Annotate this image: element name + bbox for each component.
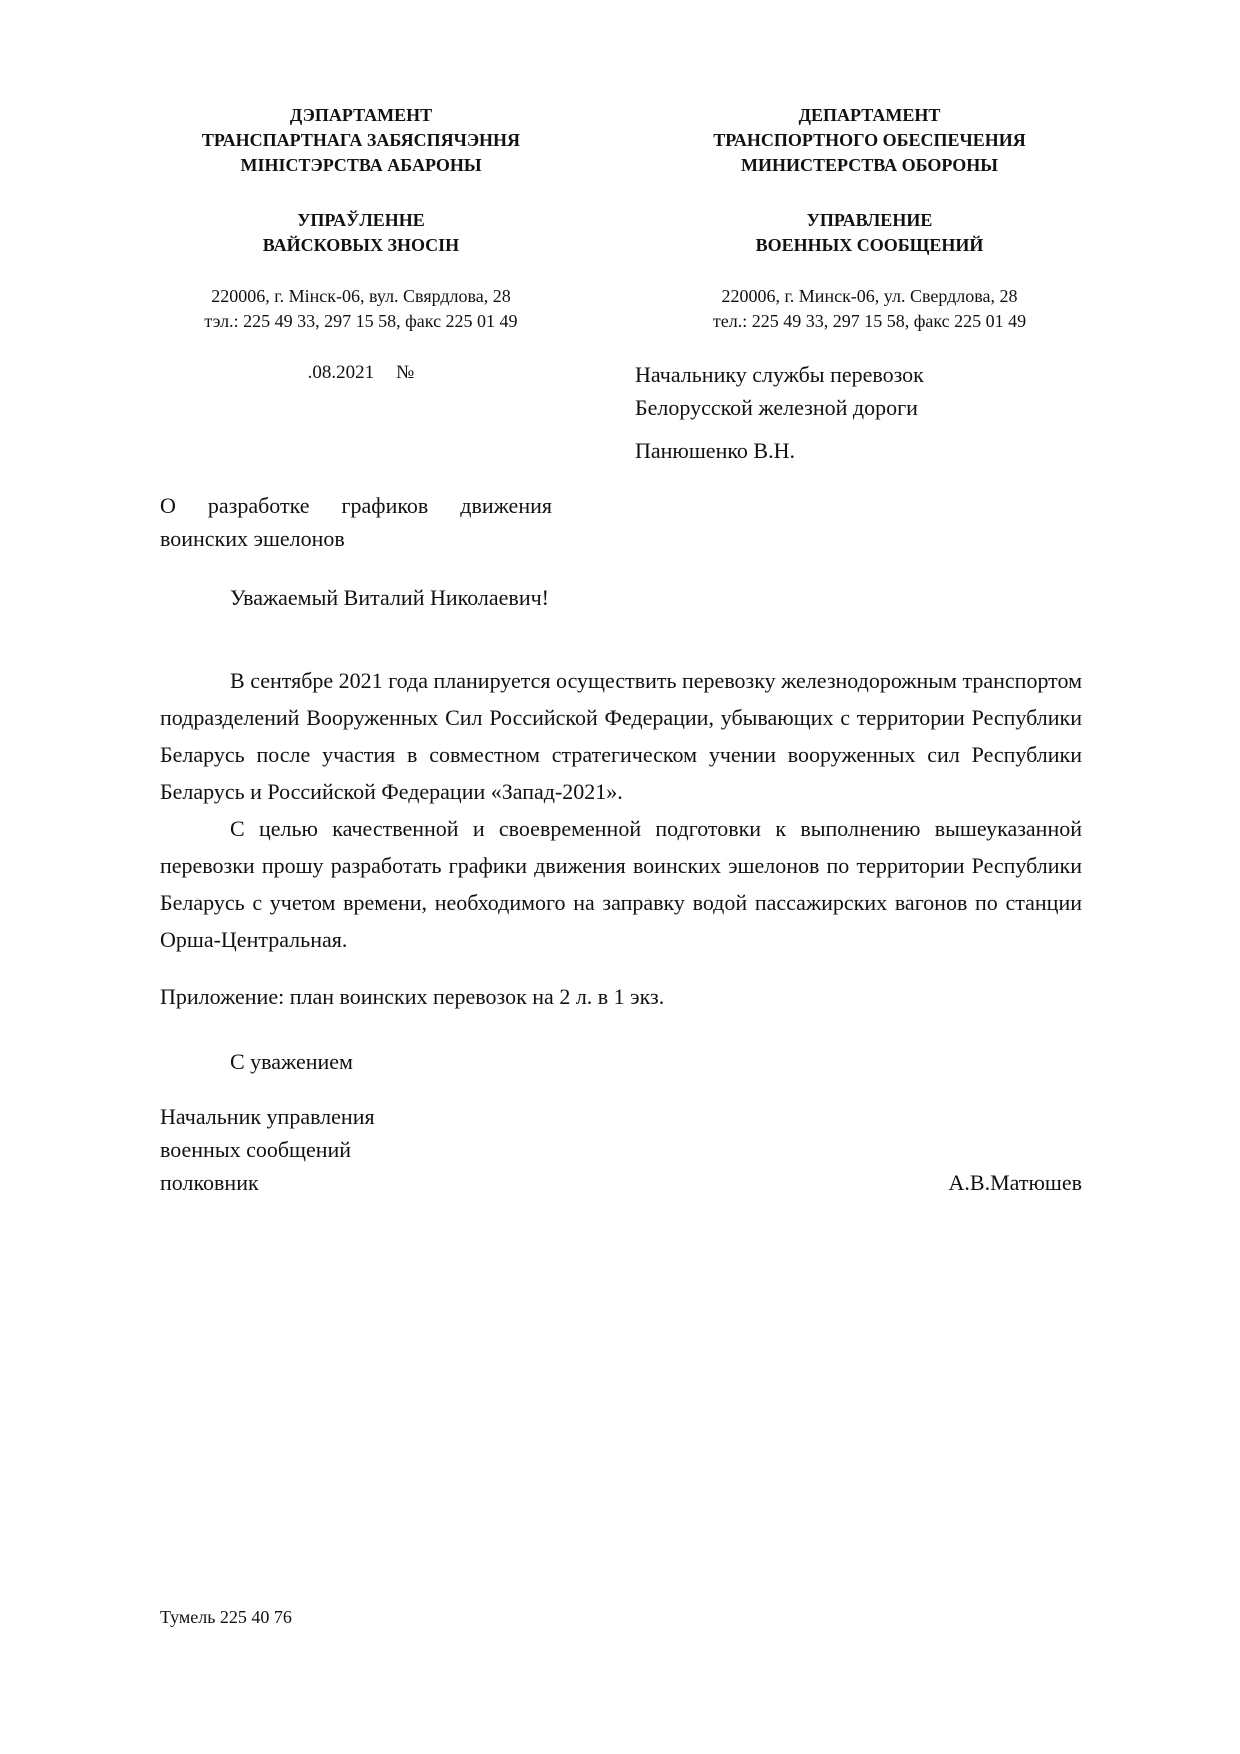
unit-name-line: ВОЕННЫХ СООБЩЕНИЙ: [755, 235, 984, 255]
executor-phone: Тумель 225 40 76: [160, 1607, 292, 1627]
signature-block: [160, 1100, 1082, 1199]
unit-name-belarusian: [160, 208, 562, 258]
address-line: 220006, г. Минск-06, ул. Свердлова, 28: [721, 286, 1018, 306]
unit-name-line: УПРАВЛЕНИЕ: [806, 210, 933, 230]
letterhead: [160, 103, 1082, 334]
address-line: 220006, г. Мінск-06, вул. Свярдлова, 28: [211, 286, 511, 306]
unit-name-line: ВАЙСКОВЫХ ЗНОСІН: [262, 235, 460, 255]
addressee-line: Белорусской железной дороги: [635, 395, 918, 420]
phone-line: тэл.: 225 49 33, 297 15 58, факс 225 01 49: [204, 311, 518, 331]
org-name-line: ДЭПАРТАМЕНТ: [289, 105, 433, 125]
reference-row: [160, 358, 1082, 467]
unit-name-line: УПРАЎЛЕННЕ: [297, 210, 425, 230]
org-name-belarusian: [160, 103, 562, 178]
addressee-line: Начальнику службы перевозок: [635, 362, 924, 387]
address-russian: [657, 284, 1082, 334]
letterhead-left-column: [160, 103, 562, 334]
unit-name-russian: [657, 208, 1082, 258]
signature-position-line: Начальник управления: [160, 1104, 375, 1129]
closing-phrase: С уважением: [230, 1049, 353, 1074]
org-name-line: ДЕПАРТАМЕНТ: [798, 105, 941, 125]
signature-last-row: [160, 1166, 1082, 1199]
body-paragraph: С целью качественной и своевременной подготовки к выполнению вышеуказанной перевозки прошу разработать графики движения воинских эшелонов по территории Республики Беларусь с учетом времени, необходимого на заправку водой пассажирских вагонов по станции Орша-Центральная.: [160, 816, 1082, 952]
phone-line: тел.: 225 49 33, 297 15 58, факс 225 01 49: [712, 311, 1027, 331]
org-name-russian: [657, 103, 1082, 178]
letter-content: [160, 103, 1082, 1199]
org-name-line: МІНІСТЭРСТВА АБАРОНЫ: [240, 155, 482, 175]
body-paragraph: В сентябре 2021 года планируется осуществить перевозку железнодорожным транспортом подразделений Вооруженных Сил Российской Федерации, убывающих с территории Республики Беларусь после участия в совместном стратегическом учении вооруженных сил Республики Беларусь и Российской Федерации «Запад-2021».: [160, 668, 1082, 804]
salutation: Уважаемый Виталий Николаевич!: [230, 585, 549, 610]
attachment-line: Приложение: план воинских перевозок на 2 л. в 1 экз.: [160, 984, 665, 1009]
address-belarusian: [160, 284, 562, 334]
date-value: .08.2021: [307, 362, 375, 383]
signature-rank: полковник: [160, 1170, 259, 1195]
subject-line: О разработке графиков движения воинских эшелонов: [160, 493, 552, 551]
number-sign: №: [396, 362, 415, 383]
addressee-name: Панюшенко В.Н.: [635, 438, 795, 463]
signature-position-line: военных сообщений: [160, 1137, 352, 1162]
org-name-line: МИНИСТЕРСТВА ОБОРОНЫ: [741, 155, 998, 175]
signature-name: А.В.Матюшев: [948, 1170, 1082, 1195]
date-and-number: [160, 358, 562, 467]
org-name-line: ТРАНСПОРТНОГО ОБЕСПЕЧЕНИЯ: [713, 130, 1026, 150]
letterhead-right-column: [657, 103, 1082, 334]
org-name-line: ТРАНСПАРТНАГА ЗАБЯСПЯЧЭННЯ: [201, 130, 521, 150]
addressee-block: [635, 358, 1082, 467]
